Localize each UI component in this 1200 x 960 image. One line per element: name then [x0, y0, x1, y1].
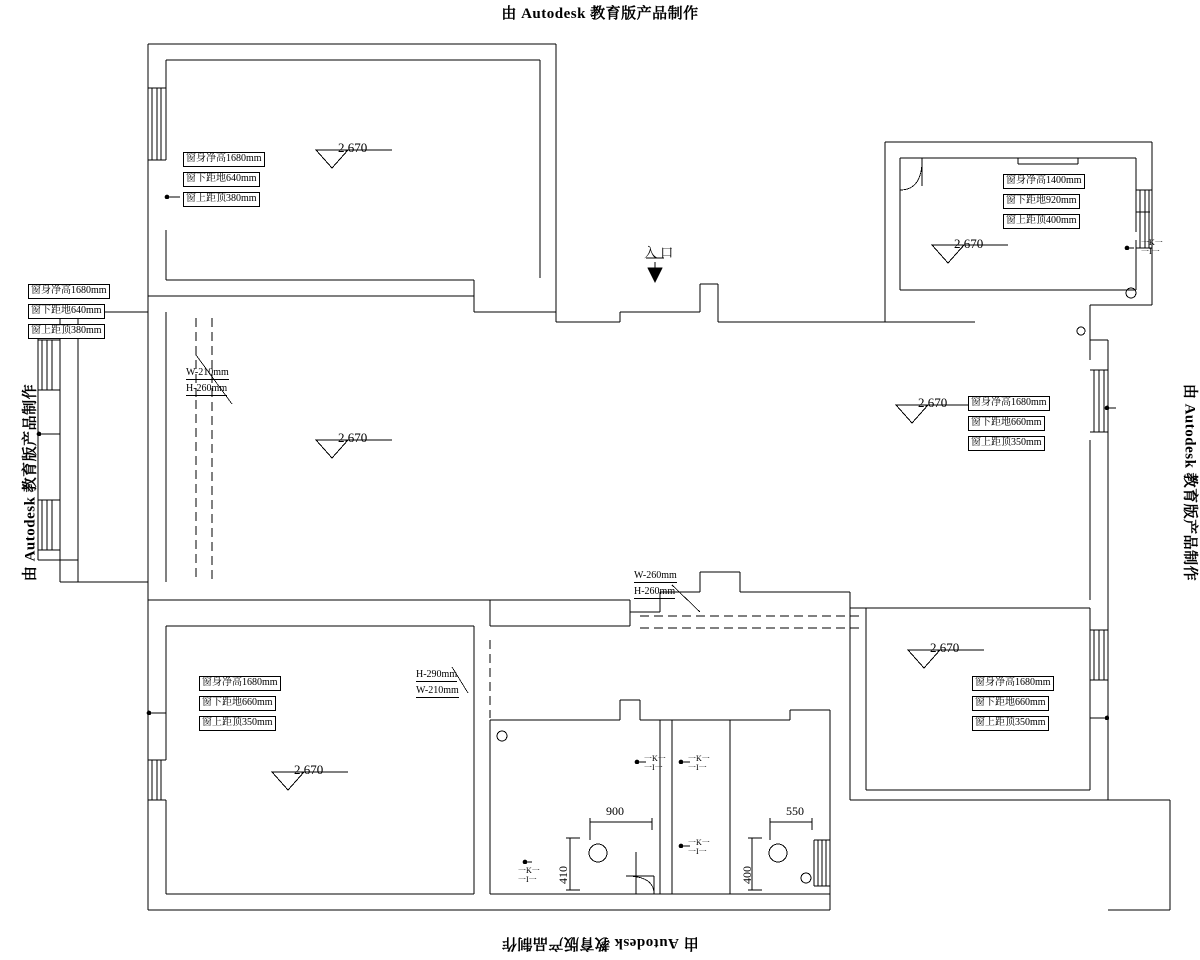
window-note-top-left-line2: 窗下距地640mm — [183, 172, 260, 187]
window-note-left-line3: 窗上距顶380mm — [28, 324, 105, 339]
window-note-bottom-right-line3: 窗上距顶350mm — [972, 716, 1049, 731]
fixture-tag-bath-d-line1: 一K一 — [518, 866, 540, 875]
dimension-900: 900 — [606, 804, 624, 818]
dimension-410: 410 — [556, 866, 570, 884]
watermark-left: 由 Autodesk 教育版产品制作 — [22, 383, 39, 582]
window-note-right-middle-line3: 窗上距顶350mm — [968, 436, 1045, 451]
window-note-bottom-right-line2: 窗下距地660mm — [972, 696, 1049, 711]
wall-note-center-line1: W-260mm — [634, 570, 677, 581]
window-note-bottom-right-line1: 窗身净高1680mm — [972, 676, 1054, 691]
window-note-right-middle-line1: 窗身净高1680mm — [968, 396, 1050, 411]
window-note-top-left-line1: 窗身净高1680mm — [183, 152, 265, 167]
dimension-550: 550 — [786, 804, 804, 818]
window-note-top-right-line3: 窗上距顶400mm — [1003, 214, 1080, 229]
fixture-tag-bath-a — [644, 754, 666, 772]
fixture-tag-top-right-wall-line2: 一I一 — [1141, 247, 1160, 256]
fixture-tag-bath-b-line2: 一I一 — [688, 763, 707, 772]
watermark-right: 由 Autodesk 教育版产品制作 — [1181, 383, 1198, 582]
elevation-value-right-lower: 2.670 — [930, 640, 960, 655]
elevation-value-living: 2.670 — [338, 430, 368, 445]
wall-note-left-line1: W-210mm — [186, 367, 229, 378]
elevation-value-bedroom-bottom-left: 2.670 — [294, 762, 324, 777]
fixture-tag-bath-a-line1: 一K一 — [644, 754, 666, 763]
fixture-tag-bath-d — [518, 866, 540, 884]
wall-note-lower-center-line1: H-290mm — [416, 669, 458, 680]
dimension-400: 400 — [740, 866, 754, 884]
elevation-value-bedroom-top-right: 2.670 — [954, 236, 984, 251]
fixture-tag-top-right-wall — [1141, 238, 1163, 256]
fixture-tag-bath-c-line2: 一I一 — [688, 847, 707, 856]
watermark-top: 由 Autodesk 教育版产品制作 — [501, 6, 699, 22]
fixture-tag-bath-a-line2: 一I一 — [644, 763, 663, 772]
window-note-bottom-left-line3: 窗上距顶350mm — [199, 716, 276, 731]
fixture-tag-bath-c — [688, 838, 710, 856]
wall-note-left-line2: H-260mm — [186, 383, 228, 394]
window-note-top-right-line1: 窗身净高1400mm — [1003, 174, 1085, 189]
wall-note-lower-center-line2: W-210mm — [416, 685, 459, 696]
fixture-tag-top-right-wall-line1: 一K一 — [1141, 238, 1163, 247]
window-note-left-line1: 窗身净高1680mm — [28, 284, 110, 299]
window-note-bottom-left-line2: 窗下距地660mm — [199, 696, 276, 711]
fixture-tag-bath-d-line2: 一I一 — [518, 875, 537, 884]
elevation-value-right-middle: 2.670 — [918, 395, 948, 410]
fixture-tag-bath-c-line1: 一K一 — [688, 838, 710, 847]
entry-label: 入 口 — [644, 245, 674, 260]
window-note-bottom-left-line1: 窗身净高1680mm — [199, 676, 281, 691]
window-note-right-middle-line2: 窗下距地660mm — [968, 416, 1045, 431]
wall-note-center-line2: H-260mm — [634, 586, 676, 597]
window-note-top-left-line3: 窗上距顶380mm — [183, 192, 260, 207]
window-note-left-line2: 窗下距地640mm — [28, 304, 105, 319]
elevation-value-bedroom-top-left: 2.670 — [338, 140, 368, 155]
watermark-bottom: 由 Autodesk 教育版产品制作 — [501, 935, 699, 951]
fixture-tag-bath-b-line1: 一K一 — [688, 754, 710, 763]
window-note-top-right-line2: 窗下距地920mm — [1003, 194, 1080, 209]
fixture-tag-bath-b — [688, 754, 710, 772]
